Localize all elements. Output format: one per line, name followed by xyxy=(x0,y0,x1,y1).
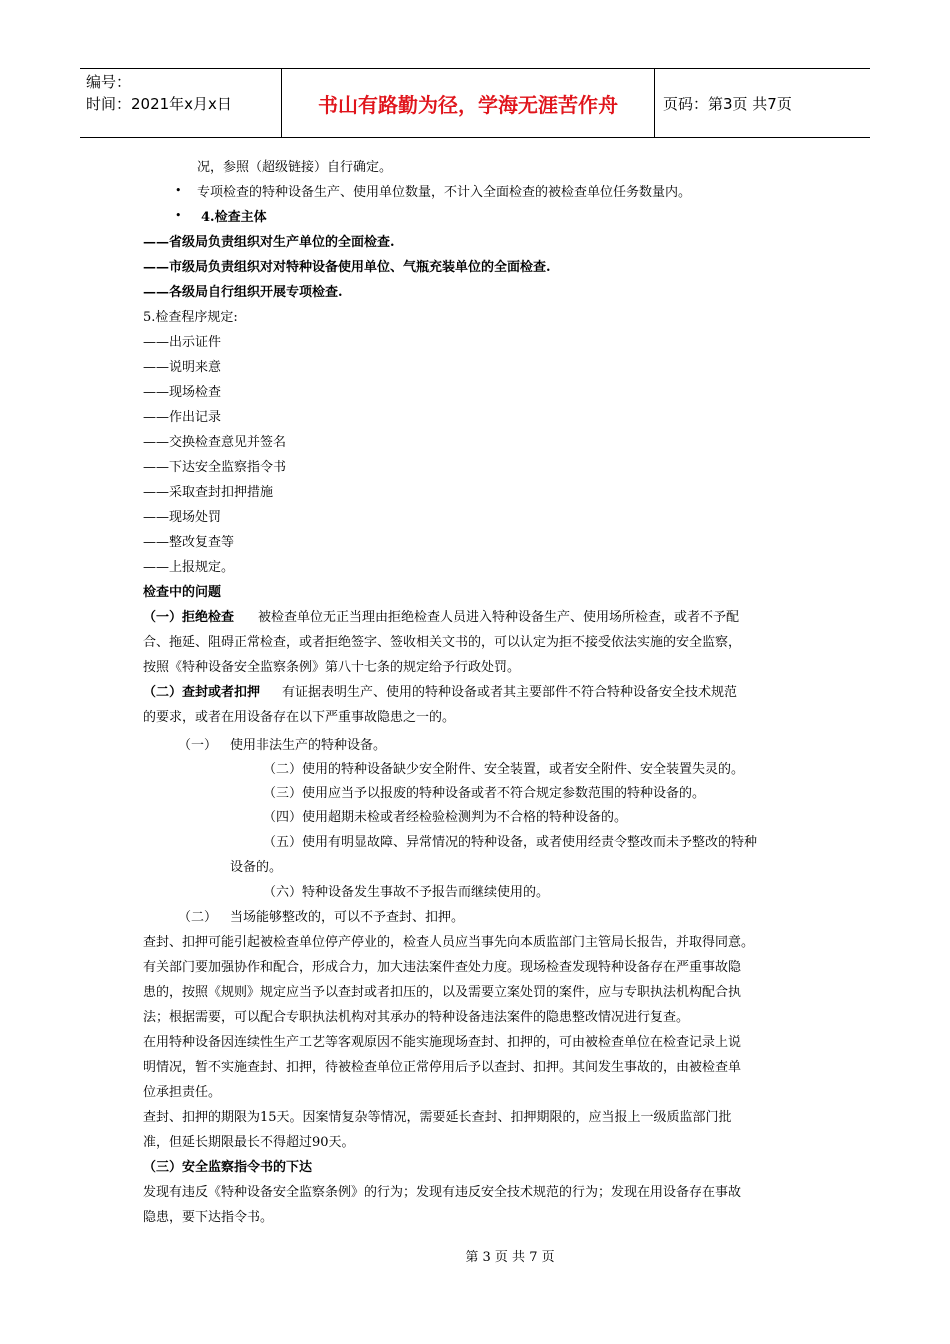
paragraph-text: 有证据表明生产、使用的特种设备或者其主要部件不符合特种设备安全技术规范 xyxy=(282,685,738,700)
paragraph-text: 被检查单位无正当理由拒绝检查人员进入特种设备生产、使用场所检查，或者不予配 xyxy=(258,610,740,625)
enum-item: （六）特种设备发生事故不予报告而继续使用的。 xyxy=(263,885,550,900)
section-heading: 5.检查程序规定: xyxy=(143,310,238,325)
list-item: ——交换检查意见并签名 xyxy=(143,435,287,450)
enum-item: （五）使用有明显故障、异常情况的特种设备，或者使用经责令整改而未予整改的特种 xyxy=(263,835,758,850)
subheading-seal-detain: （二）查封或者扣押 xyxy=(143,685,261,700)
page-header xyxy=(80,68,870,138)
text-line: 况，参照（超级链接）自行确定。 xyxy=(197,160,393,175)
subheading-refuse-inspection: （一）拒绝检查 xyxy=(143,610,235,625)
enum-text: 当场能够整改的，可以不予查封、扣押。 xyxy=(230,910,465,925)
paragraph-line: 的要求，或者在用设备存在以下严重事故隐患之一的。 xyxy=(143,710,456,725)
header-meta xyxy=(80,69,282,137)
list-item: ——现场处罚 xyxy=(143,510,222,525)
paragraph-line: 法；根据需要，可以配合专职执法机构对其承办的特种设备违法案件的隐患整改情况进行复查。 xyxy=(143,1010,690,1025)
paragraph-line: 发现有违反《特种设备安全监察条例》的行为；发现有违反安全技术规范的行为；发现在用设备存在事故 xyxy=(143,1185,742,1200)
list-item: ——说明来意 xyxy=(143,360,222,375)
enum-label: （二） xyxy=(178,910,218,925)
page-footer: 第 3 页 共 7 页 xyxy=(465,1250,555,1265)
bullet-icon: • xyxy=(175,209,182,222)
list-item: ——整改复查等 xyxy=(143,535,235,550)
paragraph-line: 按照《特种设备安全监察条例》第八十七条的规定给予行政处罚。 xyxy=(143,660,521,675)
paragraph-line: 隐患，要下达指令书。 xyxy=(143,1210,274,1225)
paragraph-line: 有关部门要加强协作和配合，形成合力，加大违法案件查处力度。现场检查发现特种设备存在严重事故隐 xyxy=(143,960,742,975)
enum-item: （四）使用超期未检或者经检验检测判为不合格的特种设备的。 xyxy=(263,810,628,825)
enum-text: 使用非法生产的特种设备。 xyxy=(230,738,387,753)
list-item: ——现场检查 xyxy=(143,385,222,400)
paragraph-line xyxy=(143,683,737,703)
list-item: ——采取查封扣押措施 xyxy=(143,485,274,500)
list-item: ——下达安全监察指令书 xyxy=(143,460,287,475)
paragraph-line xyxy=(143,608,739,628)
number-label: 编号： xyxy=(86,73,132,91)
header-motto: 书山有路勤为径，学海无涯苦作舟 xyxy=(282,69,655,137)
paragraph-line: 明情况，暂不实施查封、扣押，待被检查单位正常停用后予以查封、扣押。其间发生事故的，由被检查单 xyxy=(143,1060,742,1075)
section-heading: （三）安全监察指令书的下达 xyxy=(143,1160,313,1175)
text-line: ——各级局自行组织开展专项检查. xyxy=(143,285,343,300)
paragraph-line: 位承担责任。 xyxy=(143,1085,222,1100)
section-heading: 检查中的问题 xyxy=(143,585,222,600)
enum-item: （二）使用的特种设备缺少安全附件、安全装置，或者安全附件、安全装置失灵的。 xyxy=(263,762,745,777)
enum-item-continuation: 设备的。 xyxy=(230,860,283,875)
enum-item: （三）使用应当予以报废的特种设备或者不符合规定参数范围的特种设备的。 xyxy=(263,786,706,801)
header-page-info: 页码：第3页 共7页 xyxy=(663,94,792,113)
list-item: ——作出记录 xyxy=(143,410,222,425)
paragraph-line: 查封、扣押的期限为15天。因案情复杂等情况，需要延长查封、扣押期限的，应当报上一级质监部门批 xyxy=(143,1110,732,1125)
text-line: ——省级局负责组织对生产单位的全面检查. xyxy=(143,235,395,250)
paragraph-line: 在用特种设备因连续性生产工艺等客观原因不能实施现场查封、扣押的，可由被检查单位在检查记录上说 xyxy=(143,1035,742,1050)
paragraph-line: 合、拖延、阻碍正常检查，或者拒绝签字、签收相关文书的，可以认定为拒不接受依法实施的安全监察， xyxy=(143,635,742,650)
bullet-icon: • xyxy=(175,184,182,197)
list-item: ——上报规定。 xyxy=(143,560,235,575)
text-line: ——市级局负责组织对对特种设备使用单位、气瓶充装单位的全面检查. xyxy=(143,260,551,275)
paragraph-line: 患的，按照《规则》规定应当予以查封或者扣压的，以及需要立案处罚的案件，应与专职执法机构配合执 xyxy=(143,985,742,1000)
paragraph-line: 查封、扣押可能引起被检查单位停产停业的，检查人员应当事先向本质监部门主管局长报告，并取得同意。 xyxy=(143,935,755,950)
section-heading: 4.检查主体 xyxy=(201,210,267,225)
list-item: ——出示证件 xyxy=(143,335,222,350)
enum-label: （一） xyxy=(178,738,218,753)
time-label: 时间：2021年x月x日 xyxy=(86,95,232,113)
paragraph-line: 准，但延长期限最长不得超过90天。 xyxy=(143,1135,355,1150)
text-line: 专项检查的特种设备生产、使用单位数量，不计入全面检查的被检查单位任务数量内。 xyxy=(197,185,692,200)
